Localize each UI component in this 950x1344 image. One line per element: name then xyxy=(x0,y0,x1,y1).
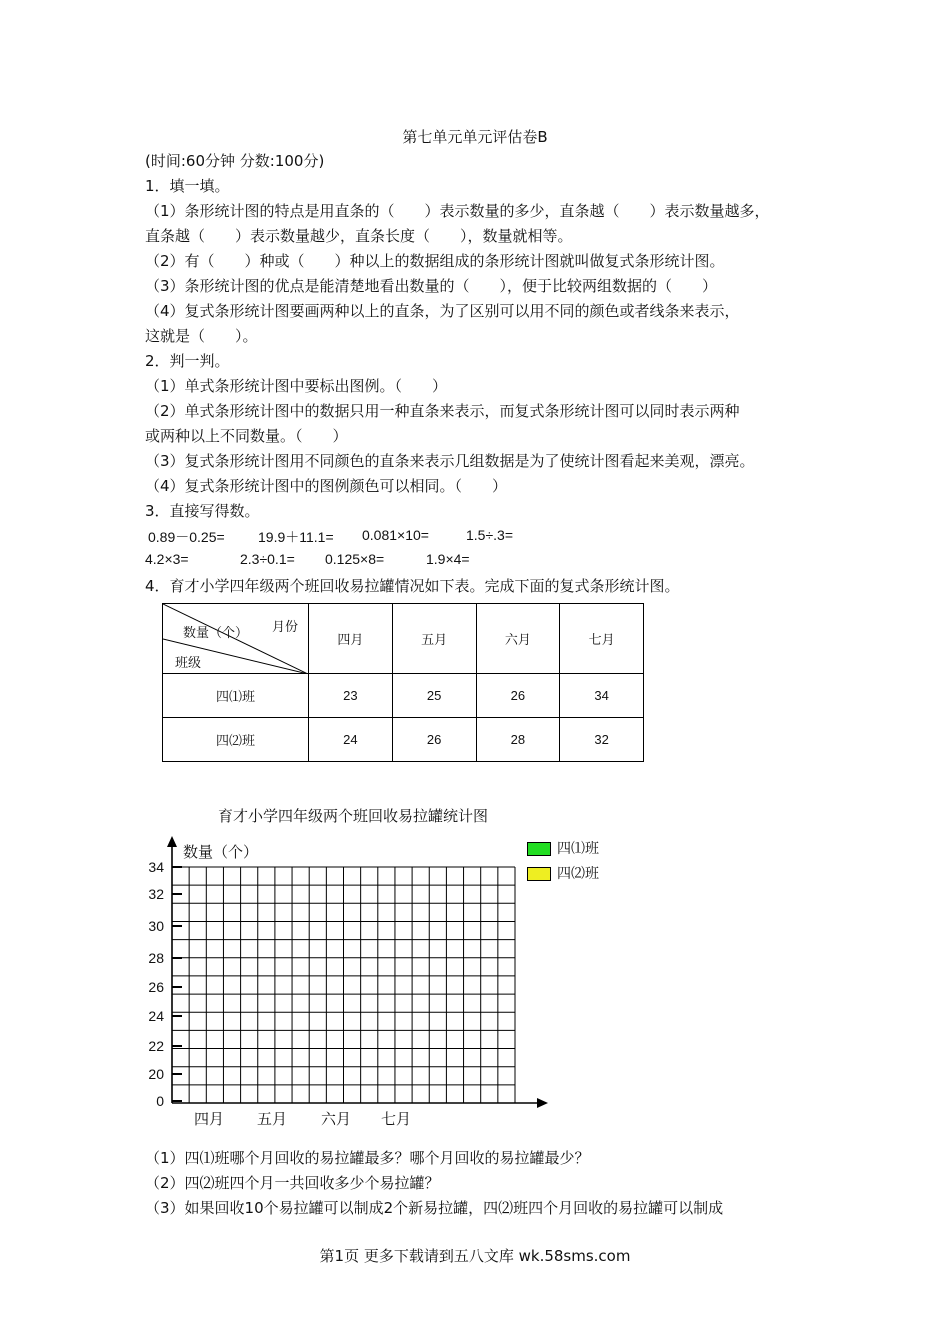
y-axis-arrow xyxy=(167,836,177,847)
calc-item: 0.125×8= xyxy=(325,551,385,567)
table-cell: 26 xyxy=(392,718,476,762)
table-cell: 28 xyxy=(476,718,560,762)
y-tick-label: 24 xyxy=(148,1008,164,1024)
table-cell: 34 xyxy=(560,674,644,718)
legend-label: 四⑴班 xyxy=(557,841,599,857)
y-axis-label: 数量（个） xyxy=(183,843,259,861)
calc-item: 1.9×4= xyxy=(426,551,470,567)
s1-q3: （3）条形统计图的优点是能清楚地看出数量的（ ），便于比较两组数据的（ ） xyxy=(145,277,718,295)
corner-class-label: 班级 xyxy=(175,655,202,670)
table-cell: 25 xyxy=(392,674,476,718)
table-row-label: 四⑴班 xyxy=(163,674,309,718)
x-category-label: 四月 xyxy=(193,1110,225,1128)
calc-item: 0.89－0.25= xyxy=(148,529,225,545)
s2-q1: （1）单式条形统计图中要标出图例。（ ） xyxy=(145,377,448,395)
table-cell: 32 xyxy=(560,718,644,762)
s1-q2: （2）有（ ）种或（ ）种以上的数据组成的条形统计图就叫做复式条形统计图。 xyxy=(145,252,725,270)
x-category-label: 七月 xyxy=(380,1110,412,1128)
s4-q2: （2）四⑵班四个月一共回收多少个易拉罐？ xyxy=(145,1174,440,1192)
corner-qty-label: 数量（个） xyxy=(183,625,249,640)
calc-item: 0.081×10= xyxy=(362,527,429,543)
table-cell: 24 xyxy=(309,718,393,762)
corner-month-label: 月份 xyxy=(271,619,298,634)
y-tick-label: 34 xyxy=(148,859,164,875)
s4-q3: （3）如果回收10个易拉罐可以制成2个新易拉罐，四⑵班四个月回收的易拉罐可以制成 xyxy=(145,1199,724,1217)
s2-q2-line1: （2）单式条形统计图中的数据只用一种直条来表示，而复式条形统计图可以同时表示两种 xyxy=(145,402,740,420)
legend-label: 四⑵班 xyxy=(557,866,599,882)
table-header-cell: 六月 xyxy=(476,604,560,674)
table-row-label: 四⑵班 xyxy=(163,718,309,762)
section3-heading: 3．直接写得数。 xyxy=(145,502,260,520)
s4-q1: （1）四⑴班哪个月回收的易拉罐最多？哪个月回收的易拉罐最少？ xyxy=(145,1149,590,1167)
y-tick-label: 32 xyxy=(148,886,164,902)
calc-item: 1.5÷.3= xyxy=(466,527,513,543)
table-cell: 26 xyxy=(476,674,560,718)
section4-heading: 4．育才小学四年级两个班回收易拉罐情况如下表。完成下面的复式条形统计图。 xyxy=(145,577,680,595)
table-header-cell: 五月 xyxy=(392,604,476,674)
s1-q1-line2: 直条越（ ）表示数量越少，直条长度（ ），数量就相等。 xyxy=(145,227,573,245)
section2-heading: 2．判一判。 xyxy=(145,352,230,370)
table-cell: 23 xyxy=(309,674,393,718)
y-tick-label: 22 xyxy=(148,1038,164,1054)
y-tick-label: 30 xyxy=(148,918,164,934)
page-title: 第七单元单元评估卷B xyxy=(402,128,548,146)
y-tick-label: 28 xyxy=(148,950,164,966)
calc-item: 2.3÷0.1= xyxy=(240,551,295,567)
x-category-label: 五月 xyxy=(256,1110,288,1128)
x-category-label: 六月 xyxy=(320,1110,352,1128)
s2-q3: （3）复式条形统计图用不同颜色的直条来表示几组数据是为了使统计图看起来美观，漂亮。 xyxy=(145,452,755,470)
s1-q4-line1: （4）复式条形统计图要画两种以上的直条，为了区别可以用不同的颜色或者线条来表示， xyxy=(145,302,740,320)
x-axis-arrow xyxy=(537,1098,548,1108)
section1-heading: 1．填一填。 xyxy=(145,177,230,195)
s1-q1-line1: （1）条形统计图的特点是用直条的（ ）表示数量的多少，直条越（ ）表示数量越多， xyxy=(145,202,770,220)
s2-q2-line2: 或两种以上不同数量。（ ） xyxy=(145,427,348,445)
y-tick-label: 20 xyxy=(148,1066,164,1082)
table-header-cell: 七月 xyxy=(560,604,644,674)
calc-item: 19.9＋11.1= xyxy=(258,529,334,545)
chart-title: 育才小学四年级两个班回收易拉罐统计图 xyxy=(218,807,489,825)
page-footer: 第1页 更多下载请到五八文库 wk.58sms.com xyxy=(319,1247,631,1265)
s2-q4: （4）复式条形统计图中的图例颜色可以相同。（ ） xyxy=(145,477,508,495)
exam-meta: (时间:60分钟 分数:100分) xyxy=(145,152,325,170)
calc-item: 4.2×3= xyxy=(145,551,189,567)
y-tick-label: 0 xyxy=(156,1093,164,1109)
y-tick-label: 26 xyxy=(148,979,164,995)
table-header-cell: 四月 xyxy=(309,604,393,674)
s1-q4-line2: 这就是（ ）。 xyxy=(145,327,258,345)
